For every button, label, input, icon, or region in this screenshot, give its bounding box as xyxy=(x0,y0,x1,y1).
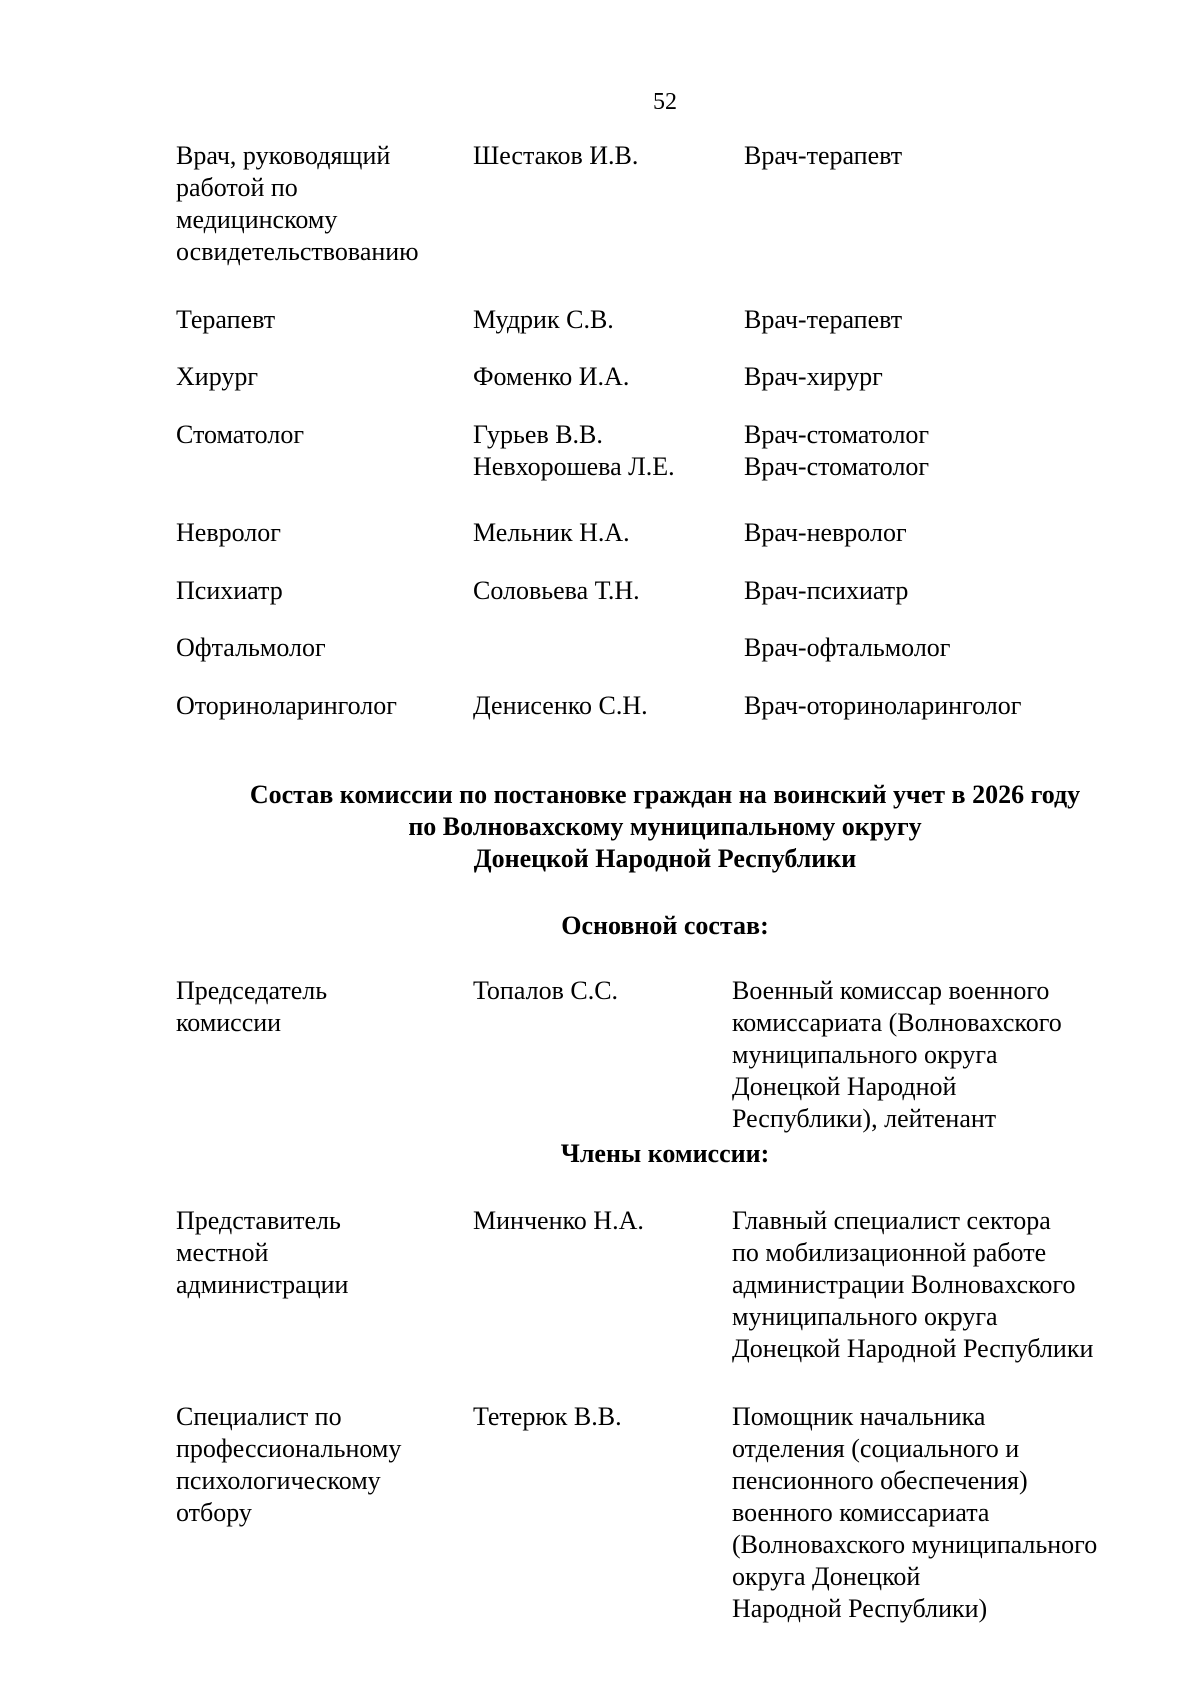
row-role: Специалист по профессиональному психологическому отбору xyxy=(176,1402,402,1527)
row-name: Минченко Н.А. xyxy=(473,1206,644,1235)
row-position: Врач-психиатр xyxy=(744,576,909,605)
row-role: Невролог xyxy=(176,518,281,547)
main-composition-heading: Основной состав: xyxy=(561,911,769,940)
row-name: Тетерюк В.В. xyxy=(473,1402,622,1431)
row-role: Оториноларинголог xyxy=(176,691,397,720)
row-position: Врач-терапевт xyxy=(744,305,903,334)
row-name: Фоменко И.А. xyxy=(473,362,630,391)
row-position: Врач-хирург xyxy=(744,362,883,391)
row-name: Мудрик С.В. xyxy=(473,305,614,334)
row-role: Хирург xyxy=(176,362,259,391)
row-role: Врач, руководящий работой по медицинскому освидетельствованию xyxy=(176,141,419,266)
row-name: Соловьева Т.Н. xyxy=(473,576,640,605)
row-position: Врач-терапевт xyxy=(744,141,903,170)
row-role: Психиатр xyxy=(176,576,283,605)
row-role: Стоматолог xyxy=(176,420,304,449)
commission-title: Состав комиссии по постановке граждан на воинский учет в 2026 году по Волновахскому муниципальному округу Донецкой Народной Республики xyxy=(249,780,1081,873)
row-name: Топалов С.С. xyxy=(473,976,619,1005)
row-role: Терапевт xyxy=(176,305,276,334)
row-position: Главный специалист сектора по мобилизационной работе администрации Волновахского муниципального округа Донецкой Народной Республики xyxy=(732,1206,1094,1363)
row-role: Председатель комиссии xyxy=(176,976,328,1037)
row-role: Офтальмолог xyxy=(176,633,326,662)
row-position: Помощник начальника отделения (социального и пенсионного обеспечения) военного комиссариата (Волновахского муниципального округа Донецкой Народной Республики) xyxy=(732,1402,1098,1623)
row-position: Врач-офтальмолог xyxy=(744,633,951,662)
row-position: Военный комиссар военного комиссариата (Волновахского муниципального округа Донецкой Народной Республики), лейтенант xyxy=(732,976,1062,1133)
row-name: Мельник Н.А. xyxy=(473,518,630,547)
row-position: Врач-невролог xyxy=(744,518,907,547)
row-name: Шестаков И.В. xyxy=(473,141,639,170)
members-heading: Члены комиссии: xyxy=(560,1139,770,1168)
row-position: Врач-оториноларинголог xyxy=(744,691,1022,720)
row-role: Представитель местной администрации xyxy=(176,1206,349,1299)
row-position: Врач-стоматолог Врач-стоматолог xyxy=(744,420,930,481)
row-name: Гурьев В.В. Невхорошева Л.Е. xyxy=(473,420,675,481)
page-number: 52 xyxy=(653,89,677,115)
row-name: Денисенко С.Н. xyxy=(473,691,648,720)
